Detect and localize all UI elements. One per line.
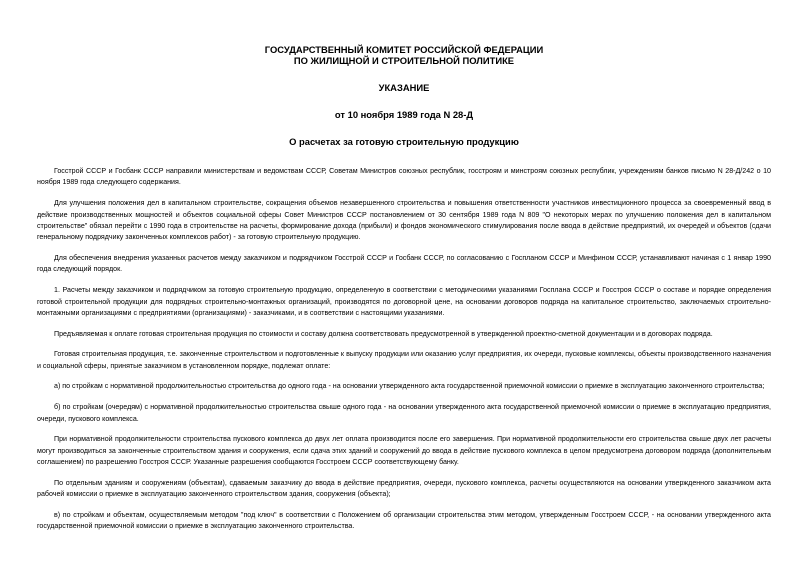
paragraph: Госстрой СССР и Госбанк СССР направили министерствам и ведомствам СССР, Советам Министров союзных республик, госстроям и минстроям союзных республик, учреждениям банков письмо N 28-Д/242 о 10 ноября 1989 года следующего содержания.	[37, 167, 771, 187]
document-date-number: от 10 ноября 1989 года N 28-Д	[334, 109, 474, 120]
paragraph: Предъявляемая к оплате готовая строительная продукция по стоимости и составу должна соответствовать предусмотренной в утвержденной проектно-сметной документации и в договорах подряда.	[54, 329, 713, 338]
paragraph: б) по стройкам (очередям) с нормативной продолжительностью строительства свыше одного года - на основании утвержденного акта государственной приемочной комиссии о приемке в эксплуатацию предприятия, очереди, пускового комплекса.	[37, 403, 771, 423]
authority-line-2: ПО ЖИЛИЩНОЙ И СТРОИТЕЛЬНОЙ ПОЛИТИКЕ	[293, 55, 515, 66]
paragraph: 1. Расчеты между заказчиком и подрядчиком за готовую строительную продукцию, определенную в соответствии с методическими указаниями Госплана СССР и Госстроя СССР о составе и порядке определения готовой строительной продукции для подрядных строительно-монтажных организаций, производятся по договорной цене, на основании договоров подряда на капитальное строительство, заключаемых строительно-монтажными организациями с предприятиями (организациями) - заказчиками, и в соответствии с настоящими указаниями.	[37, 286, 771, 317]
paragraph: в) по стройкам и объектам, осуществляемым методом "под ключ" в соответствии с Положением об организации строительства этим методом, утвержденным Госстроем СССР, - на основании утвержденного акта государственной приемочной комиссии о приемке в эксплуатацию законченного строительства.	[37, 510, 771, 531]
paragraph: а) по стройкам с нормативной продолжительностью строительства до одного года - на основании утвержденного акта государственной приемочной комиссии о приемке в эксплуатацию законченного строительства;	[54, 382, 765, 391]
paragraph: Для обеспечения внедрения указанных расчетов между заказчиком и подрядчиком Госстрой СССР и Госбанк СССР, по согласованию с Госпланом СССР и Минфином СССР, устанавливают начиная с 1 январ 1990 года следующий порядок.	[37, 254, 771, 274]
document-subject: О расчетах за готовую строительную продукцию	[289, 136, 519, 147]
paragraph: При нормативной продолжительности строительства пускового комплекса до двух лет оплата производится после его завершения. При нормативной продолжительности его строительства свыше двух лет расчеты могут производиться за законченные строительством здания и сооружения, если сдача этих зданий и сооружений до ввода в действие пускового комплекса в целом предусмотрена договором подряда (дополнительным соглашением) по разрешению Госстроя СССР. Указанные разрешения сообщаются Госстроем СССР соответствующему банку.	[37, 435, 771, 467]
paragraph: Готовая строительная продукция, т.е. законченные строительством и подготовленные к выпуску продукции или оказанию услуг предприятия, их очереди, пусковые комплексы, объекты производственного назначения и социальной сферы, принятые заказчиком в установленном порядке, подлежат оплате:	[37, 350, 771, 370]
issuing-authority	[37, 44, 771, 66]
paragraph: Для улучшения положения дел в капитальном строительстве, сокращения объемов незавершенного строительства и повышения ответственности участников инвестиционного процесса за своевременный ввод в действие производственных мощностей и объектов социальной сферы Совет Министров СССР постановлением от 30 сентября 1989 года N 809 "О некоторых мерах по улучшению положения дел в капитальном строительстве" обязал перейти с 1990 года в строительстве на расчеты, формирование дохода (прибыли) и фондов экономического стимулирования после ввода в действие предприятий, их очередей и объектов (сдачи генеральному подрядчику законченных комплексов работ) - за готовую строительную продукцию.	[37, 199, 771, 242]
paragraph: По отдельным зданиям и сооружениям (объектам), сдаваемым заказчику до ввода в действие предприятия, очереди, пускового комплекса, расчеты осуществляются на основании утвержденного заказчиком акта рабочей комиссии о приемке в эксплуатацию законченного строительством здания, сооружения (объекта);	[37, 478, 771, 499]
authority-line-1: ГОСУДАРСТВЕННЫЙ КОМИТЕТ РОССИЙСКОЙ ФЕДЕРАЦИИ	[264, 44, 544, 55]
document-type: УКАЗАНИЕ	[378, 82, 430, 93]
document-body	[37, 166, 771, 533]
